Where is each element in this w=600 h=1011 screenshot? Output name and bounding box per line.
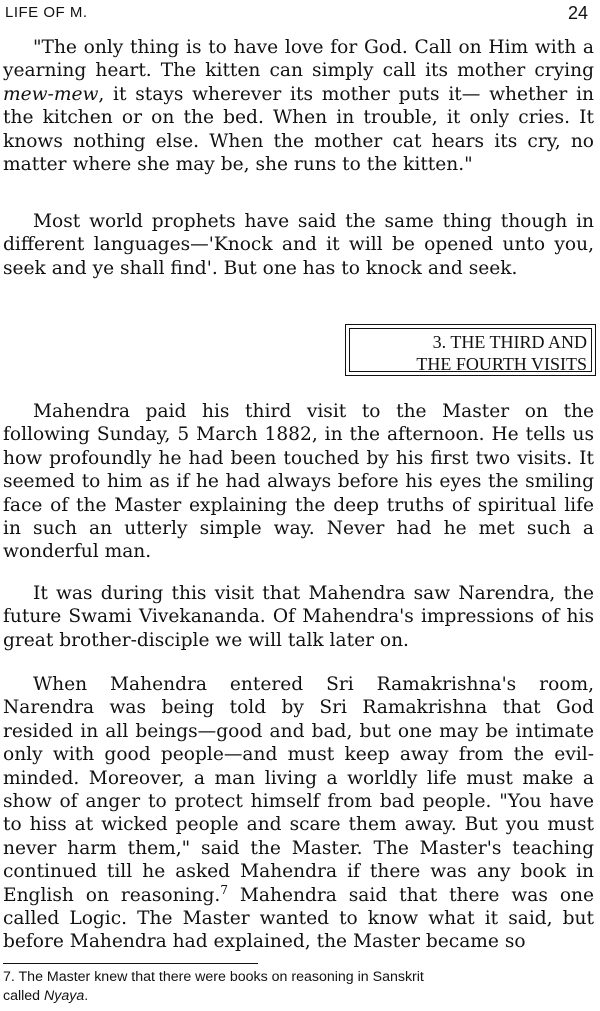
page-header (3, 2, 588, 24)
footnote-ref-7[interactable]: 7 (220, 882, 228, 897)
paragraph-quote: "The only thing is to have love for God. Call on Him with a yearning heart. The kitten can simply call its mother crying mew-mew, it stays wherever its mother puts it— whether in the kitchen or on the bed. When in trouble, it only cries. It knows nothing else. When the mother cat hears its cry, no matter where she may be, she runs to the kitten." (3, 37, 594, 176)
footnote-7 (3, 968, 543, 1006)
paragraph-room-text-b: Mahendra said that there was one called Logic. The Master wanted to know what it said, but before Mahendra had explained, the Master became so (3, 884, 594, 953)
footnote-line2-prefix: called (3, 988, 45, 1004)
section-heading-line2: THE FOURTH VISITS (416, 354, 587, 374)
footnote-line2-suffix: . (84, 988, 89, 1004)
footnote-rule (3, 963, 258, 964)
paragraph-room-text-a: When Mahendra entered Sri Ramakrishna's room, Narendra was being told by Sri Ramakrishna that God resided in all beings—good and bad, but one may be intimate only with good people—and must keep away from the evil-minded. Moreover, a man living a worldly life must make a show of anger to protect himself from bad people. "You have to hiss at wicked people and scare them away. But you must never harm them," said the Master. The Master's teaching continued till he asked Mahendra if there was any book in English on reasoning. (3, 674, 594, 906)
footnote-term-nyaya: Nyaya (44, 988, 85, 1004)
running-title: LIFE OF M. (5, 4, 88, 21)
section-heading-box (345, 324, 596, 376)
section-heading (416, 331, 587, 375)
term-mew-mew: mew-mew (3, 83, 99, 105)
paragraph-third-visit: Mahendra paid his third visit to the Master on the following Sunday, 5 March 1882, in the afternoon. He tells us how profoundly he had been touched by his first two visits. It seemed to him as if he had always before his eyes the smiling face of the Master explaining the deep truths of spiritual life in such an utterly simple way. Never had he met such a wonderful man. (3, 401, 594, 563)
paragraph-room (3, 673, 594, 954)
footnote-line2 (3, 987, 543, 1006)
footnote-line1: 7. The Master knew that there were books on reasoning in Sanskrit (3, 969, 424, 985)
paragraph-prophets: Most world prophets have said the same thing though in different languages—'Knock and it will be opened unto you, seek and ye shall find'. But one has to knock and seek. (3, 211, 594, 279)
section-heading-line1: 3. THE THIRD AND (432, 332, 587, 352)
paragraph-narendra: It was during this visit that Mahendra saw Narendra, the future Swami Vivekananda. Of Mahendra's impressions of his great brother-disciple we will talk later on. (3, 583, 594, 651)
page-number: 24 (567, 3, 588, 23)
